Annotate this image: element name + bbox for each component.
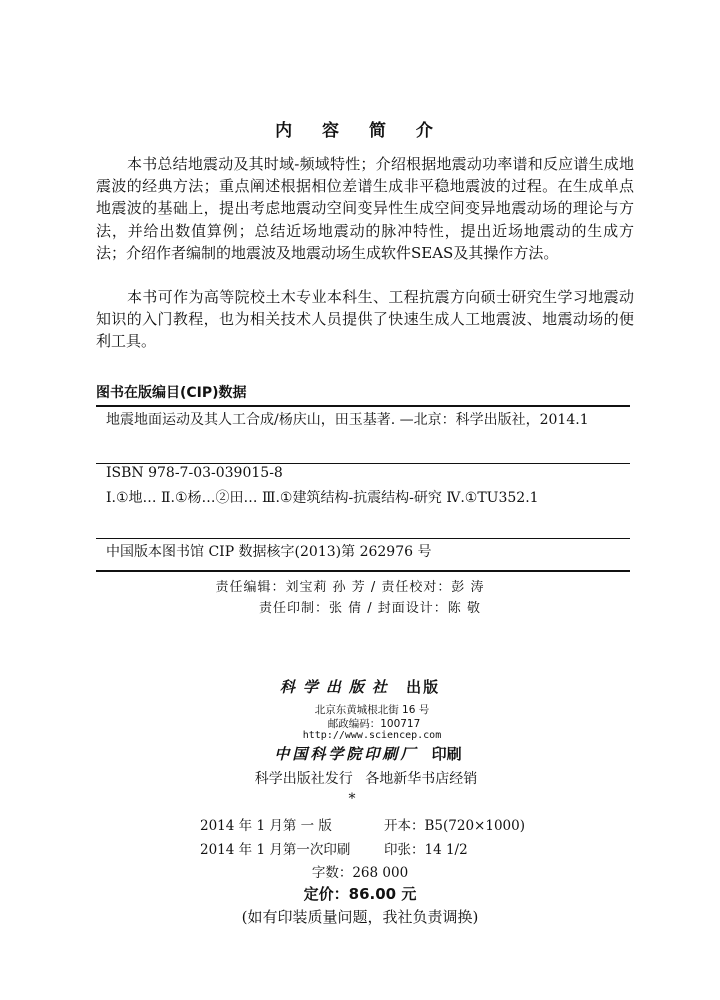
publisher-zip: 邮政编码：100717 bbox=[327, 718, 421, 730]
cip-classification: Ⅰ.①地… Ⅱ.①杨…②田… Ⅲ.①建筑结构-抗震结构-研究 Ⅳ.①TU352.1 bbox=[106, 490, 539, 506]
printer-logo: 中国科学院印刷厂 bbox=[274, 745, 419, 763]
credits-production: 责任印制：张 倩 / 封面设计：陈 敬 bbox=[259, 601, 481, 616]
publisher-address: 北京东黄城根北街 16 号 bbox=[314, 704, 430, 716]
cip-record: 中国版本图书馆 CIP 数据核字(2013)第 262976 号 bbox=[106, 544, 432, 560]
cip-title-line: 地震地面运动及其人工合成/杨庆山，田玉基著. —北京：科学出版社，2014.1 bbox=[106, 412, 589, 428]
page-title: 内 容 简 介 bbox=[275, 121, 445, 141]
summary-paragraph-1 bbox=[96, 153, 634, 264]
word-count: 字数：268 000 bbox=[311, 865, 409, 881]
printer-line bbox=[8, 743, 720, 764]
quality-notice: (如有印装质量问题，我社负责调换) bbox=[241, 908, 479, 926]
summary-text-2: 本书可作为高等院校土木专业本科生、工程抗震方向硕士研究生学习地震动知识的入门教程，也为相关技术人员提供了快速生成人工地震波、地震动场的便利工具。 bbox=[96, 288, 634, 351]
cip-heading: 图书在版编目(CIP)数据 bbox=[96, 385, 247, 401]
cip-rule-top bbox=[96, 405, 630, 407]
cip-rule-2 bbox=[96, 538, 630, 539]
edition-first: 2014 年 1 月第 一 版 bbox=[200, 818, 332, 834]
cip-isbn: ISBN 978-7-03-039015-8 bbox=[106, 465, 283, 481]
summary-paragraph-2 bbox=[96, 286, 634, 353]
separator-star: * bbox=[348, 791, 356, 807]
summary-text-1: 本书总结地震动及其时域-频域特性；介绍根据地震动功率谱和反应谱生成地震波的经典方法；重点阐述根据相位差谱生成非平稳地震波的过程。在生成单点地震波的基础上，提出考虑地震动空间变异性生成空间变异地震动场的理论与方法，并给出数值算例；总结近场地震动的脉冲特性，提出近场地震动的生成方法；介绍作者编制的地震波及地震动场生成软件SEAS及其操作方法。 bbox=[96, 155, 634, 262]
cip-rule-bottom bbox=[96, 570, 630, 572]
edition-printing: 2014 年 1 月第一次印刷 bbox=[200, 842, 351, 858]
printer-action: 印刷 bbox=[431, 745, 462, 763]
price: 定价：86.00 元 bbox=[303, 885, 417, 903]
publisher-url: http://www.sciencep.com bbox=[302, 730, 442, 741]
credits-editors: 责任编辑：刘宝莉 孙 芳 / 责任校对：彭 涛 bbox=[215, 580, 485, 595]
publisher-logo: 科学出版社 bbox=[279, 678, 395, 696]
publisher-action: 出版 bbox=[406, 678, 441, 696]
publisher-line bbox=[0, 676, 720, 697]
distribution-line: 科学出版社发行 各地新华书店经销 bbox=[254, 771, 478, 787]
book-format: 开本：B5(720×1000) bbox=[384, 818, 525, 834]
print-sheets: 印张：14 1/2 bbox=[384, 842, 468, 858]
